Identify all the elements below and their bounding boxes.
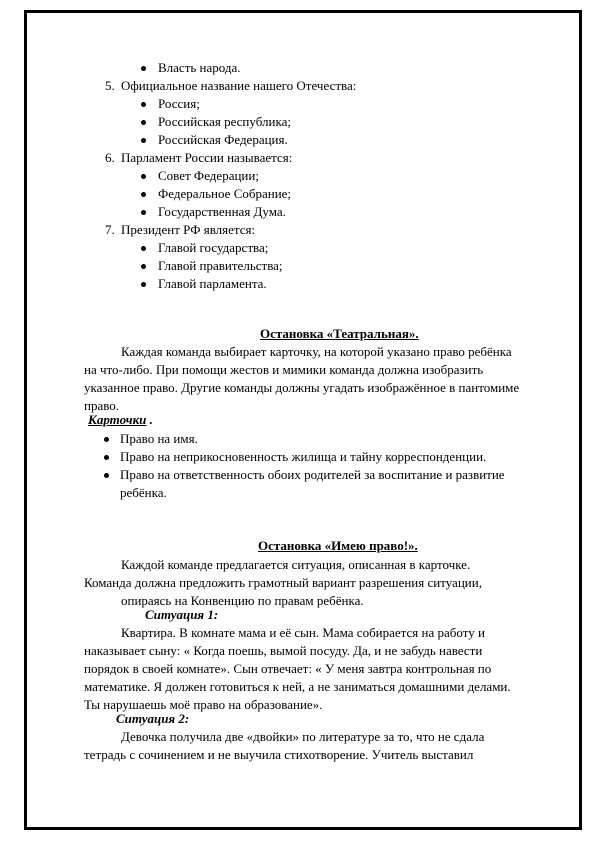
question-text: Парламент России называется: (121, 150, 293, 165)
paragraph-line: Каждая команда выбирает карточку, на которой указано право ребёнка (121, 344, 512, 359)
section-heading: Остановка «Театральная». (260, 326, 419, 341)
cards-label: Карточки (88, 412, 147, 427)
card-item: Право на имя. (120, 431, 198, 446)
paragraph-line: Каждой команде предлагается ситуация, описанная в карточке. (121, 557, 471, 572)
paragraph-line: математике. Я должен готовиться к ней, а не заниматься домашними делами. (84, 679, 511, 694)
option-text: Главой государства; (158, 240, 269, 255)
question-number: 7. (105, 222, 115, 237)
bullet-icon (141, 210, 146, 215)
bullet-icon (104, 455, 109, 460)
situation-label: Ситуация 1: (145, 607, 219, 622)
bullet-icon (141, 66, 146, 71)
option-text: Россия; (158, 96, 200, 111)
cards-label-dot: . (146, 412, 153, 427)
question-number: 5. (105, 78, 115, 93)
bullet-icon (104, 437, 109, 442)
paragraph-line: наказывает сыну: « Когда поешь, вымой посуду. Да, и не забудь навести (84, 643, 483, 658)
card-item: ребёнка. (120, 485, 167, 500)
paragraph-line: Команда должна предложить грамотный вариант разрешения ситуации, (84, 575, 482, 590)
paragraph-line: Девочка получила две «двойки» по литературе за то, что не сдала (121, 729, 485, 744)
cards-label-line (88, 411, 153, 429)
card-item: Право на неприкосновенность жилища и тайну корреспонденции. (120, 449, 487, 464)
question-number: 6. (105, 150, 115, 165)
bullet-icon (141, 120, 146, 125)
paragraph-line: Квартира. В комнате мама и её сын. Мама собирается на работу и (121, 625, 485, 640)
paragraph-line: право. (84, 398, 120, 413)
question-text: Официальное название нашего Отечества: (121, 78, 357, 93)
bullet-icon (104, 473, 109, 478)
paragraph-line: опираясь на Конвенцию по правам ребёнка. (121, 593, 364, 608)
bullet-icon (141, 174, 146, 179)
bullet-icon (141, 282, 146, 287)
bullet-icon (141, 138, 146, 143)
option-text: Федеральное Собрание; (158, 186, 292, 201)
bullet-icon (141, 246, 146, 251)
paragraph-line: порядок в своей комнате». Сын отвечает: « У меня завтра контрольная по (84, 661, 492, 676)
paragraph-line: на что-либо. При помощи жестов и мимики команда должна изобразить (84, 362, 484, 377)
option-text: Главой парламента. (158, 276, 267, 291)
option-text: Главой правительства; (158, 258, 283, 273)
card-item: Право на ответственность обоих родителей за воспитание и развитие (120, 467, 505, 482)
paragraph-line: указанное право. Другие команды должны угадать изображённое в пантомиме (84, 380, 520, 395)
bullet-icon (141, 264, 146, 269)
situation-label: Ситуация 2: (116, 711, 190, 726)
option-text: Российская республика; (158, 114, 291, 129)
question-text: Президент РФ является: (121, 222, 256, 237)
option-text: Российская Федерация. (158, 132, 288, 147)
bullet-icon (141, 192, 146, 197)
option-text: Совет Федерации; (158, 168, 259, 183)
option-text: Государственная Дума. (158, 204, 286, 219)
option-text: Власть народа. (158, 60, 241, 75)
paragraph-line: тетрадь с сочинением и не выучила стихотворение. Учитель выставил (84, 747, 474, 762)
bullet-icon (141, 102, 146, 107)
section-heading: Остановка «Имею право!». (258, 538, 418, 553)
paragraph-line: Ты нарушаешь моё право на образование». (84, 697, 323, 712)
